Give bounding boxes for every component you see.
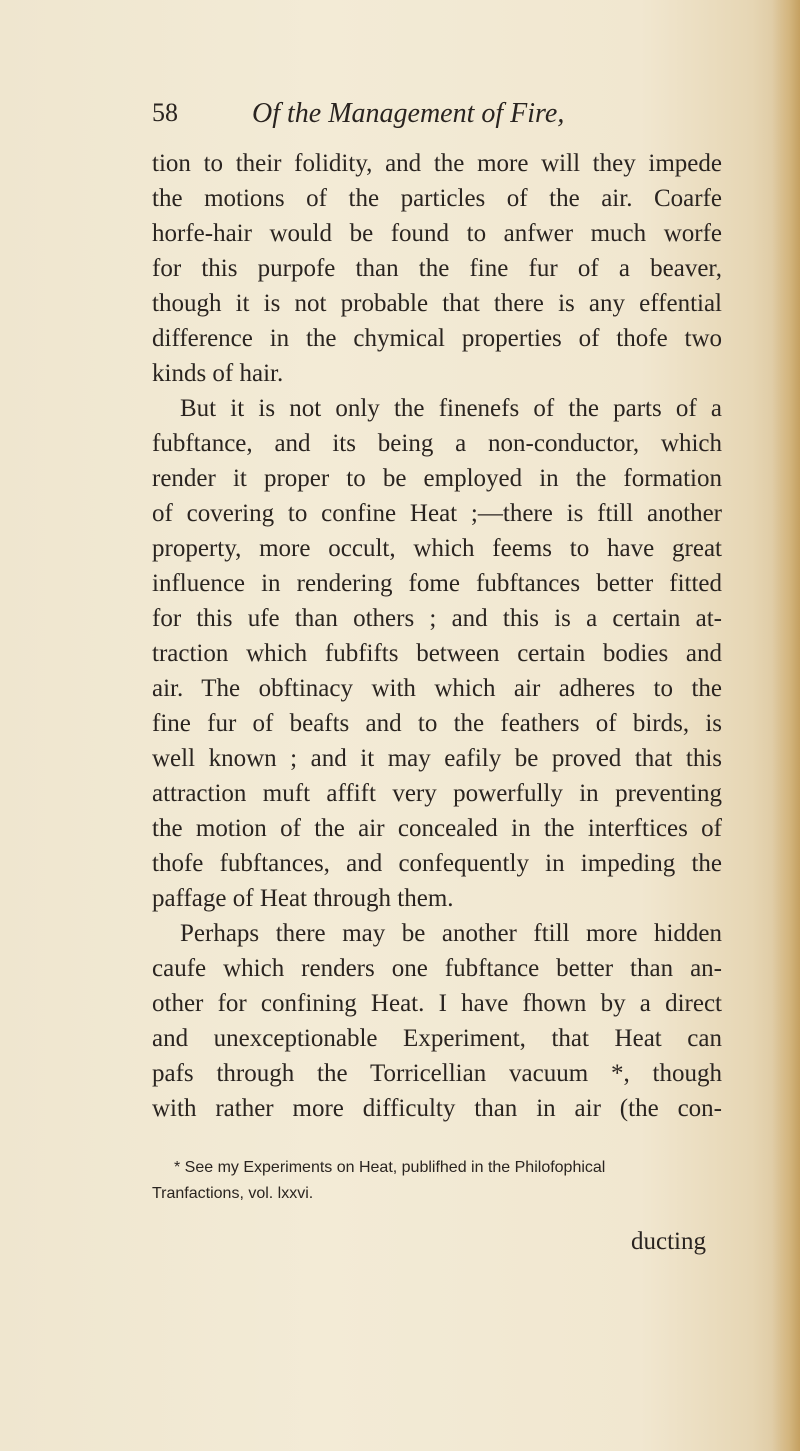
footnote <box>152 1155 722 1207</box>
page-edge-shading <box>772 0 800 1451</box>
text-line: fubftance, and its being a non-conductor, which <box>152 430 722 457</box>
running-title: Of the Management of Fire, <box>252 98 565 129</box>
text-line: pafs through the Torricellian vacuum *, though <box>152 1060 722 1087</box>
text-line: paffage of Heat through them. <box>152 885 454 912</box>
text-line: tion to their folidity, and the more will they impede <box>152 150 722 177</box>
text-line: But it is not only the finenefs of the parts of a <box>180 395 722 422</box>
text-line: caufe which renders one fubftance better than an- <box>152 955 722 982</box>
page-number: 58 <box>152 98 178 127</box>
text-line: for this purpofe than the fine fur of a beaver, <box>152 255 722 282</box>
text-line: though it is not probable that there is any effential <box>152 290 722 317</box>
running-header <box>152 98 622 138</box>
catchword: ducting <box>631 1228 706 1255</box>
text-line: and unexceptionable Experiment, that Heat can <box>152 1025 722 1052</box>
text-line: render it proper to be employed in the formation <box>152 465 722 492</box>
text-line: attraction muft affift very powerfully in preventing <box>152 780 722 807</box>
footnote-line: Tranfactions, vol. lxxvi. <box>152 1185 314 1202</box>
text-line: the motions of the particles of the air. Coarfe <box>152 185 722 212</box>
body-text <box>152 146 722 1126</box>
text-line: fine fur of beafts and to the feathers of birds, is <box>152 710 722 737</box>
text-line: influence in rendering fome fubftances better fitted <box>152 570 722 597</box>
text-line: horfe-hair would be found to anfwer much worfe <box>152 220 722 247</box>
text-line: the motion of the air concealed in the interftices of <box>152 815 722 842</box>
text-line: other for confining Heat. I have fhown by a direct <box>152 990 722 1017</box>
text-line: Perhaps there may be another ftill more hidden <box>180 920 722 947</box>
text-line: kinds of hair. <box>152 360 284 387</box>
text-line: difference in the chymical properties of thofe two <box>152 325 722 352</box>
text-line: of covering to confine Heat ;—there is ftill another <box>152 500 722 527</box>
text-line: for this ufe than others ; and this is a certain at- <box>152 605 722 632</box>
text-line: property, more occult, which feems to have great <box>152 535 722 562</box>
text-line: with rather more difficulty than in air (the con- <box>152 1095 722 1122</box>
text-line: thofe fubftances, and confequently in impeding the <box>152 850 722 877</box>
text-line: well known ; and it may eafily be proved that this <box>152 745 722 772</box>
text-line: air. The obftinacy with which air adheres to the <box>152 675 722 702</box>
footnote-line: * See my Experiments on Heat, publifhed in the Philofophical <box>174 1159 606 1176</box>
text-line: traction which fubfifts between certain bodies and <box>152 640 722 667</box>
